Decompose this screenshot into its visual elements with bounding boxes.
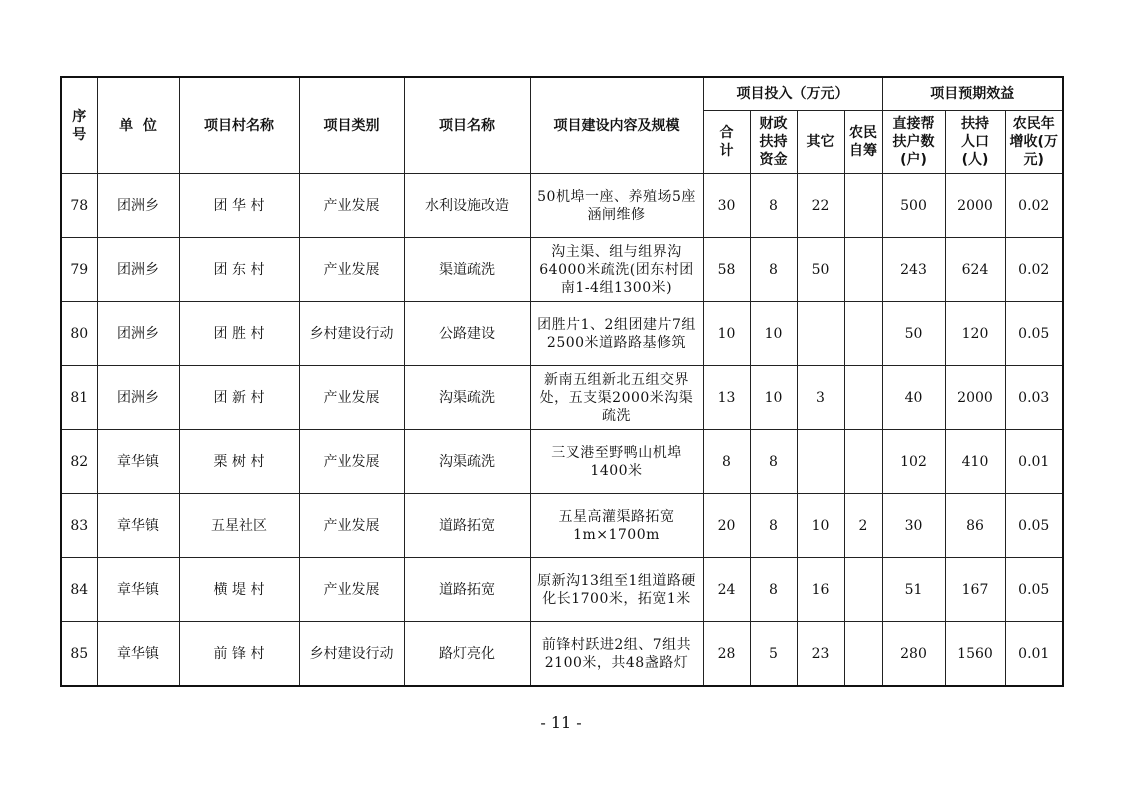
cell-project-name: 道路拓宽 <box>404 494 530 558</box>
cell-fiscal: 5 <box>750 622 797 687</box>
cell-village: 前 锋 村 <box>179 622 299 687</box>
cell-category: 产业发展 <box>299 174 404 238</box>
cell-seq: 79 <box>61 238 97 302</box>
cell-fiscal: 10 <box>750 302 797 366</box>
cell-farmer <box>844 238 882 302</box>
cell-village: 五星社区 <box>179 494 299 558</box>
cell-category: 产业发展 <box>299 558 404 622</box>
cell-income: 0.05 <box>1005 494 1063 558</box>
cell-total: 10 <box>703 302 750 366</box>
cell-farmer: 2 <box>844 494 882 558</box>
cell-households: 30 <box>882 494 945 558</box>
cell-farmer <box>844 558 882 622</box>
cell-fiscal: 10 <box>750 366 797 430</box>
cell-unit: 团洲乡 <box>97 238 179 302</box>
header-income: 农民年增收(万元) <box>1005 111 1063 174</box>
cell-unit: 团洲乡 <box>97 174 179 238</box>
cell-farmer <box>844 430 882 494</box>
page-number: - 11 - <box>540 713 582 732</box>
cell-seq: 83 <box>61 494 97 558</box>
table-row <box>61 302 1063 366</box>
cell-farmer <box>844 622 882 687</box>
cell-population: 86 <box>945 494 1005 558</box>
cell-fiscal: 8 <box>750 558 797 622</box>
cell-fiscal: 8 <box>750 430 797 494</box>
cell-other: 23 <box>797 622 844 687</box>
cell-other <box>797 302 844 366</box>
cell-fiscal: 8 <box>750 238 797 302</box>
cell-village: 栗 树 村 <box>179 430 299 494</box>
header-seq: 序号 <box>61 77 97 174</box>
table-row <box>61 366 1063 430</box>
cell-farmer <box>844 174 882 238</box>
table-row <box>61 174 1063 238</box>
cell-village: 团 东 村 <box>179 238 299 302</box>
cell-income: 0.05 <box>1005 558 1063 622</box>
cell-households: 102 <box>882 430 945 494</box>
header-benefit-group: 项目预期效益 <box>882 77 1063 111</box>
cell-population: 167 <box>945 558 1005 622</box>
cell-content: 五星高灌渠路拓宽1m×1700m <box>530 494 703 558</box>
table-row <box>61 558 1063 622</box>
cell-seq: 80 <box>61 302 97 366</box>
cell-seq: 85 <box>61 622 97 687</box>
cell-total: 28 <box>703 622 750 687</box>
cell-category: 产业发展 <box>299 430 404 494</box>
project-table <box>60 76 1064 687</box>
cell-total: 58 <box>703 238 750 302</box>
cell-category: 产业发展 <box>299 494 404 558</box>
cell-population: 624 <box>945 238 1005 302</box>
cell-households: 51 <box>882 558 945 622</box>
header-households: 直接帮扶户数(户) <box>882 111 945 174</box>
cell-total: 13 <box>703 366 750 430</box>
cell-village: 团 华 村 <box>179 174 299 238</box>
cell-seq: 78 <box>61 174 97 238</box>
cell-other: 10 <box>797 494 844 558</box>
cell-seq: 81 <box>61 366 97 430</box>
cell-farmer <box>844 366 882 430</box>
cell-income: 0.02 <box>1005 238 1063 302</box>
cell-households: 40 <box>882 366 945 430</box>
header-fiscal: 财政扶持资金 <box>750 111 797 174</box>
header-investment-group: 项目投入（万元） <box>703 77 882 111</box>
cell-content: 新南五组新北五组交界处，五支渠2000米沟渠疏洗 <box>530 366 703 430</box>
cell-content: 前锋村跃进2组、7组共2100米，共48盏路灯 <box>530 622 703 687</box>
cell-households: 280 <box>882 622 945 687</box>
cell-households: 500 <box>882 174 945 238</box>
cell-population: 1560 <box>945 622 1005 687</box>
cell-population: 410 <box>945 430 1005 494</box>
header-total: 合计 <box>703 111 750 174</box>
header-farmer: 农民自筹 <box>844 111 882 174</box>
cell-project-name: 渠道疏洗 <box>404 238 530 302</box>
header-unit: 单 位 <box>97 77 179 174</box>
cell-content: 三叉港至野鸭山机埠1400米 <box>530 430 703 494</box>
cell-households: 243 <box>882 238 945 302</box>
header-population: 扶持人口(人) <box>945 111 1005 174</box>
cell-project-name: 路灯亮化 <box>404 622 530 687</box>
cell-other: 50 <box>797 238 844 302</box>
cell-project-name: 公路建设 <box>404 302 530 366</box>
cell-income: 0.05 <box>1005 302 1063 366</box>
cell-content: 团胜片1、2组团建片7组2500米道路路基修筑 <box>530 302 703 366</box>
cell-income: 0.03 <box>1005 366 1063 430</box>
cell-unit: 团洲乡 <box>97 302 179 366</box>
cell-seq: 84 <box>61 558 97 622</box>
table-row <box>61 238 1063 302</box>
cell-seq: 82 <box>61 430 97 494</box>
header-village: 项目村名称 <box>179 77 299 174</box>
header-other: 其它 <box>797 111 844 174</box>
cell-income: 0.01 <box>1005 622 1063 687</box>
cell-other: 16 <box>797 558 844 622</box>
table-header <box>61 77 1063 174</box>
cell-unit: 章华镇 <box>97 494 179 558</box>
cell-population: 2000 <box>945 366 1005 430</box>
cell-category: 产业发展 <box>299 366 404 430</box>
table-row <box>61 622 1063 687</box>
cell-project-name: 水利设施改造 <box>404 174 530 238</box>
cell-total: 24 <box>703 558 750 622</box>
table-body <box>61 174 1063 687</box>
cell-project-name: 道路拓宽 <box>404 558 530 622</box>
cell-unit: 章华镇 <box>97 558 179 622</box>
cell-category: 产业发展 <box>299 238 404 302</box>
table-row <box>61 494 1063 558</box>
cell-other <box>797 430 844 494</box>
cell-fiscal: 8 <box>750 174 797 238</box>
cell-content: 50机埠一座、养殖场5座涵闸维修 <box>530 174 703 238</box>
cell-income: 0.02 <box>1005 174 1063 238</box>
cell-total: 20 <box>703 494 750 558</box>
header-content: 项目建设内容及规模 <box>530 77 703 174</box>
table-row <box>61 430 1063 494</box>
cell-village: 团 新 村 <box>179 366 299 430</box>
cell-project-name: 沟渠疏洗 <box>404 366 530 430</box>
cell-population: 120 <box>945 302 1005 366</box>
cell-category: 乡村建设行动 <box>299 622 404 687</box>
cell-village: 团 胜 村 <box>179 302 299 366</box>
cell-other: 22 <box>797 174 844 238</box>
cell-fiscal: 8 <box>750 494 797 558</box>
cell-income: 0.01 <box>1005 430 1063 494</box>
cell-content: 原新沟13组至1组道路硬化长1700米，拓宽1米 <box>530 558 703 622</box>
cell-households: 50 <box>882 302 945 366</box>
cell-unit: 团洲乡 <box>97 366 179 430</box>
cell-unit: 章华镇 <box>97 622 179 687</box>
cell-unit: 章华镇 <box>97 430 179 494</box>
cell-total: 8 <box>703 430 750 494</box>
cell-other: 3 <box>797 366 844 430</box>
cell-village: 横 堤 村 <box>179 558 299 622</box>
cell-project-name: 沟渠疏洗 <box>404 430 530 494</box>
cell-farmer <box>844 302 882 366</box>
header-project-name: 项目名称 <box>404 77 530 174</box>
header-category: 项目类别 <box>299 77 404 174</box>
cell-content: 沟主渠、组与组界沟64000米疏洗(团东村团南1-4组1300米) <box>530 238 703 302</box>
cell-total: 30 <box>703 174 750 238</box>
cell-population: 2000 <box>945 174 1005 238</box>
cell-category: 乡村建设行动 <box>299 302 404 366</box>
